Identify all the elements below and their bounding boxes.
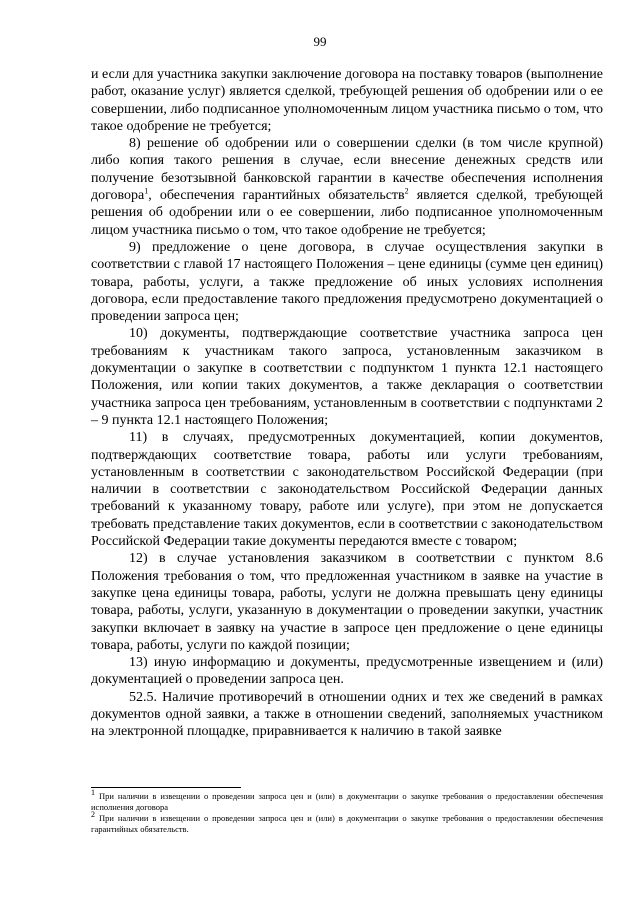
- footnotes: [91, 788, 603, 835]
- paragraph-item-10: 10) документы, подтверждающие соответствие участника запроса цен требованиям к участникам такого запроса, установленным заказчиком в документации о закупке в соответствии с подпунктом 1 пункта 12.1 настоящего Положения, или копии таких документов, а также декларация о соответствии участника запроса цен требованиям, установленным в соответствии с подпунктами 2 – 9 пункта 12.1 настоящего Положения;: [91, 326, 603, 428]
- page-number: 99: [313, 34, 327, 49]
- paragraph-item-8-part-c: является сделкой, требующей решения об одобрении или о ее совершении, либо подписанное уполномоченным лицом участника письмо о том, что такое одобрение не требуется;: [91, 188, 604, 238]
- footnote-mark-2: 2: [91, 810, 95, 820]
- paragraph-52-5: 52.5. Наличие противоречий в отношении одних и тех же сведений в рамках документов одной заявки, а также в отношении сведений, заполняемых участником на электронной площадке, приравнивается к наличию в такой заявке: [91, 689, 603, 740]
- paragraph-item-8-part-b: , обеспечения гарантийных обязательств: [148, 188, 405, 204]
- paragraph-item-12: 12) в случае установления заказчиком в соответствии с пунктом 8.6 Положения требования о том, что предложенная участником в заявке на участие в закупке цена единицы товара, работы, услуги не должна превышать цену единицы товара, работы, услуги, указанную в документации о проведении закупки, участник закупки включает в заявку на участие в запросе цен предложение о цене единицы товара, работы, услуги по каждой позиции;: [91, 551, 603, 653]
- footnote-ref-1: 1: [144, 186, 149, 196]
- footnote-ref-2: 2: [404, 186, 409, 196]
- footnote-mark-1: 1: [91, 788, 95, 798]
- paragraph-item-9: 9) предложение о цене договора, в случае осуществления закупки в соответствии с главой 17 настоящего Положения – цене единицы (сумме цен единиц) товара, работы, услуги, а также предложение об иных условиях исполнения договора, если предоставление такого предложения предусмотрено документацией о проведении запроса цен;: [91, 239, 603, 325]
- paragraph-item-8-part-a: 8) решение об одобрении или о совершении сделки (в том числе крупной) либо копия такого решения в случае, если внесение денежных средств или получение безотзывной банковской гарантии в качестве обеспечения исполнения договора: [91, 136, 603, 204]
- footnote-2: [91, 810, 603, 834]
- paragraph-item-8: [91, 135, 603, 239]
- paragraph-item-13: 13) иную информацию и документы, предусмотренные извещением и (или) документацией о проведении запроса цен.: [91, 655, 603, 688]
- paragraph-continuation: и если для участника закупки заключение договора на поставку товаров (выполнение работ, оказание услуг) является сделкой, требующей решения об одобрении или о ее совершении, либо подписанное уполномоченным лицом участника письмо о том, что такое одобрение не требуется;: [91, 67, 603, 134]
- footnote-1: [91, 788, 603, 812]
- footnote-divider: [91, 787, 241, 788]
- paragraph-item-11: 11) в случаях, предусмотренных документацией, копии документов, подтверждающих соответствие товара, работы или услуги требованиям, установленным в соответствии с законодательством Российской Федерации (при наличии в соответствии с законодательством Российской Федерации данных требований к указанному товару, работе или услуге), при этом не допускается требовать представление таких документов, если в соответствии с законодательством Российской Федерации такие документы передаются вместе с товаром;: [91, 430, 603, 550]
- footnote-1-text: При наличии в извещении о проведении запроса цен и (или) в документации о закупке требования о предоставлении обеспечения исполнения договора: [91, 791, 603, 812]
- document-body: [91, 66, 603, 741]
- footnote-2-text: При наличии в извещении о проведении запроса цен и (или) в документации о закупке требования о предоставлении обеспечения гарантийных обязательств.: [91, 813, 603, 834]
